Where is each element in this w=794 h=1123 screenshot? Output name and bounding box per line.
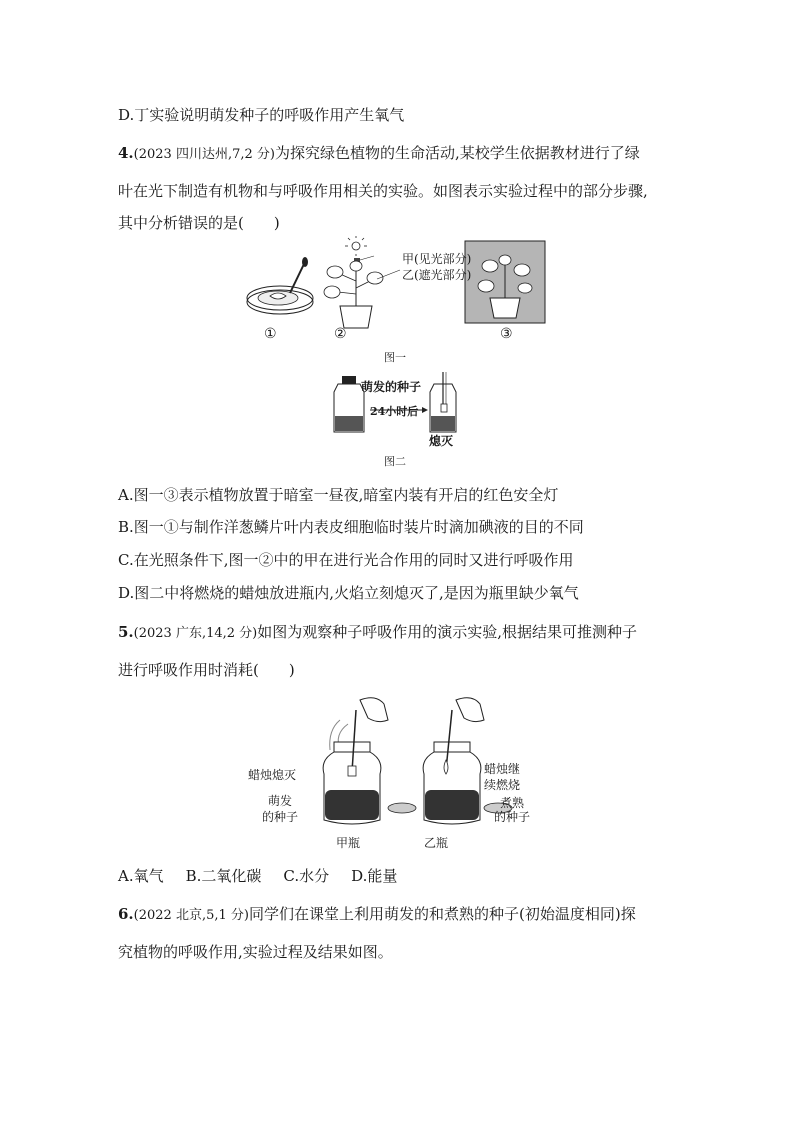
- q5-option-d: D.能量: [351, 867, 398, 885]
- q4-option-b: B.图一①与制作洋葱鳞片叶内表皮细胞临时装片时滴加碘液的目的不同: [118, 518, 584, 536]
- q4-stem-line3: 其中分析错误的是( ): [118, 214, 280, 232]
- label-yi-covered: 乙(遮光部分): [402, 268, 472, 282]
- fig1-number-1: ①: [264, 326, 277, 342]
- label-sprouting-1: 萌发: [268, 794, 293, 808]
- label-jar-b: 乙瓶: [424, 836, 449, 850]
- dark-room-illustration: [465, 241, 545, 323]
- label-candle-burning-1: 蜡烛继: [484, 762, 521, 776]
- label-extinguished: 熄灭: [429, 434, 454, 448]
- jar-a-illustration: [323, 698, 416, 824]
- q5-source: (2023 广东,14,2 分): [133, 626, 258, 641]
- potted-plant-illustration: [324, 236, 400, 328]
- q6-stem-line2: 究植物的呼吸作用,实验过程及结果如图。: [118, 943, 393, 961]
- q4-stem-line1: [118, 142, 640, 163]
- seed-bottle-before: [334, 376, 364, 432]
- q5-options: [118, 865, 397, 886]
- q6-stem-text: 同学们在课堂上利用萌发的和煮熟的种子(初始温度相同)探: [248, 905, 636, 923]
- label-jia-lit: 甲(见光部分): [402, 252, 472, 266]
- label-candle-out: 蜡烛熄灭: [248, 768, 297, 782]
- label-sprouting-2: 的种子: [262, 810, 299, 824]
- label-sprouting-seeds: 萌发的种子: [361, 380, 422, 394]
- seed-bottle-after: [430, 372, 456, 432]
- q4-number: 4.: [118, 144, 134, 162]
- label-cooked-2: 的种子: [494, 810, 531, 824]
- q4-option-a: A.图一③表示植物放置于暗室一昼夜,暗室内装有开启的红色安全灯: [118, 486, 559, 504]
- label-jar-a: 甲瓶: [336, 836, 361, 850]
- label-candle-burning-2: 续燃烧: [484, 778, 521, 792]
- q5-stem-line1: [118, 621, 637, 642]
- label-24-hours: 24小时后: [370, 405, 419, 418]
- q4-stem-line2: 叶在光下制造有机物和与呼吸作用相关的实验。如图表示实验过程中的部分步骤,: [118, 182, 648, 200]
- label-cooked-1: 煮熟: [500, 796, 525, 810]
- q4-stem-text: 为探究绿色植物的生命活动,某校学生依据教材进行了绿: [274, 144, 640, 162]
- fig1-number-2: ②: [334, 326, 347, 342]
- q5-number: 5.: [118, 623, 134, 641]
- q4-option-c: C.在光照条件下,图一②中的甲在进行光合作用的同时又进行呼吸作用: [118, 551, 574, 569]
- q5-option-c: C.水分: [283, 867, 330, 885]
- q5-stem-text: 如图为观察种子呼吸作用的演示实验,根据结果可推测种子: [257, 623, 638, 641]
- q6-number: 6.: [118, 905, 134, 923]
- q6-stem-line1: [118, 903, 636, 924]
- fig2-caption: 图二: [384, 455, 406, 468]
- fig1-caption: 图一: [384, 351, 406, 364]
- petri-dish-illustration: [247, 257, 313, 314]
- q4-option-d: D.图二中将燃烧的蜡烛放进瓶内,火焰立刻熄灭了,是因为瓶里缺少氧气: [118, 584, 579, 602]
- q6-source: (2022 北京,5,1 分): [133, 908, 249, 923]
- q5-option-a: A.氧气: [118, 867, 164, 885]
- q3-option-d: D.丁实验说明萌发种子的呼吸作用产生氧气: [118, 106, 405, 124]
- q5-stem-line2: 进行呼吸作用时消耗( ): [118, 661, 295, 679]
- q5-option-b: B.二氧化碳: [185, 867, 262, 885]
- q4-source: (2023 四川达州,7,2 分): [133, 147, 275, 162]
- fig1-number-3: ③: [500, 326, 513, 342]
